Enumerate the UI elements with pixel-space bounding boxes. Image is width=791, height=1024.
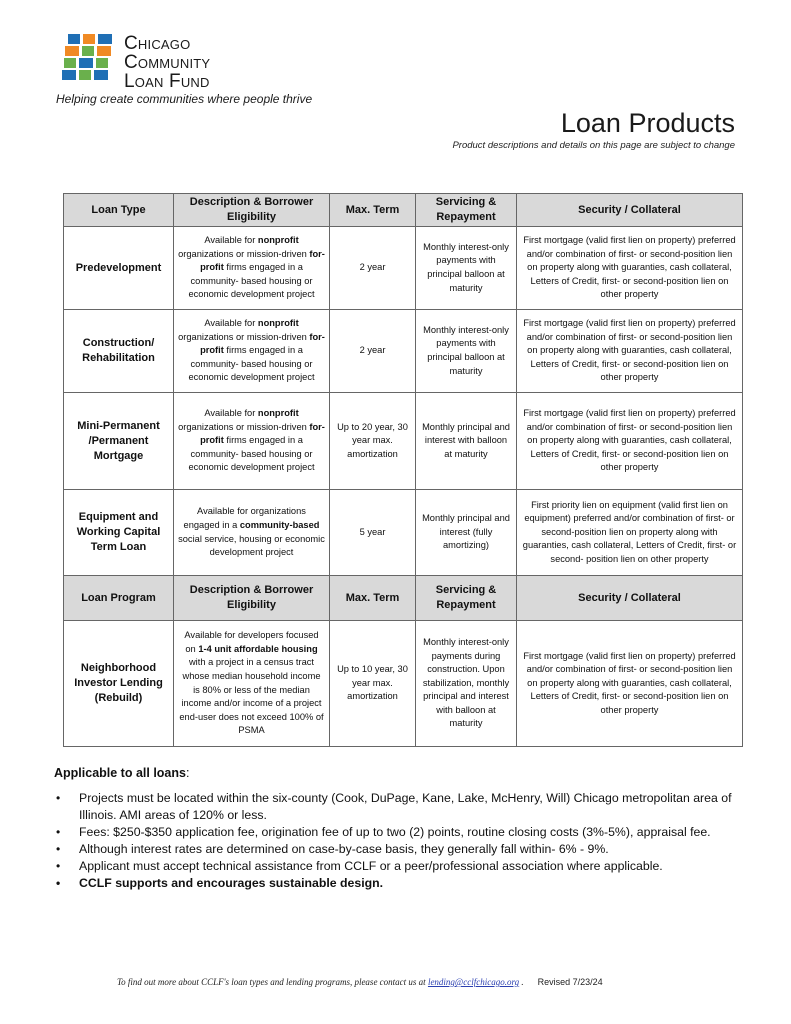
loan-servicing: Monthly principal and interest (fully amortizing) xyxy=(416,490,517,576)
loan-servicing: Monthly interest-only payments with principal balloon at maturity xyxy=(416,227,517,310)
loan-security: First mortgage (valid first lien on property) preferred and/or combination of first- or second-position lien on property along with guaranties, cash collateral, Letters of Credit, first- or second-position lien on other property xyxy=(517,393,743,490)
list-item: • Applicant must accept technical assistance from CCLF or a peer/professional association where applicable. xyxy=(54,858,734,875)
loan-term: 2 year xyxy=(330,227,416,310)
column-header: Loan Program xyxy=(64,576,174,621)
loan-type: Predevelopment xyxy=(64,227,174,310)
logo-tagline: Helping create communities where people thrive xyxy=(56,92,313,106)
loan-description: Available for organizations engaged in a community-based social service, housing or economic development project xyxy=(174,490,330,576)
table-row xyxy=(64,310,743,393)
loan-type: Neighborhood Investor Lending (Rebuild) xyxy=(64,621,174,747)
loan-security: First mortgage (valid first lien on property) preferred and/or combination of first- or second-position lien on property along with guaranties, cash collateral, Letters of Credit, first- or second-position lien on other property xyxy=(517,310,743,393)
loan-servicing: Monthly principal and interest with balloon at maturity xyxy=(416,393,517,490)
applicable-heading: Applicable to all loans: xyxy=(54,766,190,780)
logo-name-line3: Loan Fund xyxy=(124,71,210,92)
loan-security: First mortgage (valid first lien on property) preferred and/or combination of first- or second-position lien on property along with guaranties, cash collateral, Letters of Credit, first- or second-position lien on other property xyxy=(517,621,743,747)
table-row xyxy=(64,490,743,576)
loan-security: First priority lien on equipment (valid first lien on equipment) preferred and/or combination of first- or second-position lien on property along with guaranties, cash collateral, Letters of Credit, first- or second- position lien on other property xyxy=(517,490,743,576)
loan-description: Available for developers focused on 1-4 unit affordable housing with a project in a census tract whose median household income is 80% or less of the median income and/or income of a project end-user does not exceed 100% of PSMA xyxy=(174,621,330,747)
table-row xyxy=(64,621,743,747)
column-header: Servicing & Repayment xyxy=(416,576,517,621)
column-header: Max. Term xyxy=(330,576,416,621)
column-header: Description & Borrower Eligibility xyxy=(174,194,330,227)
column-header: Security / Collateral xyxy=(517,576,743,621)
column-header: Security / Collateral xyxy=(517,194,743,227)
loan-security: First mortgage (valid first lien on property) preferred and/or combination of first- or second-position lien on property along with guaranties, cash collateral, Letters of Credit, first- or second-position lien on other property xyxy=(517,227,743,310)
logo-name-line2: Community xyxy=(124,52,211,73)
loan-servicing: Monthly interest-only payments during construction. Upon stabilization, monthly principal and interest with balloon at maturity xyxy=(416,621,517,747)
program-header-row xyxy=(64,576,743,621)
loan-products-table xyxy=(63,193,743,747)
table-row xyxy=(64,393,743,490)
loan-type: Equipment and Working Capital Term Loan xyxy=(64,490,174,576)
page-title: Loan Products xyxy=(560,108,735,138)
loan-servicing: Monthly interest-only payments with principal balloon at maturity xyxy=(416,310,517,393)
applicable-list xyxy=(54,790,734,892)
loan-term: 2 year xyxy=(330,310,416,393)
list-item: • Projects must be located within the six-county (Cook, DuPage, Kane, Lake, McHenry, Will) Chicago metropolitan area of Illinois. AMI areas of 120% or less. xyxy=(54,790,734,824)
revised-date: Revised 7/23/24 xyxy=(537,977,603,987)
footer-after-email: . xyxy=(519,977,524,987)
column-header: Loan Type xyxy=(64,194,174,227)
logo-name-line1: Chicago xyxy=(124,33,191,54)
contact-email-link[interactable]: lending@cclfchicago.org xyxy=(427,977,520,987)
column-header: Max. Term xyxy=(330,194,416,227)
list-item: • Fees: $250-$350 application fee, origination fee of up to two (2) points, routine closing costs (3%-5%), appraisal fee. xyxy=(54,824,734,841)
loan-term: Up to 20 year, 30 year max. amortization xyxy=(330,393,416,490)
loan-term: 5 year xyxy=(330,490,416,576)
loan-description: Available for nonprofit organizations or mission-driven for-profit firms engaged in a community- based housing or economic development project xyxy=(174,310,330,393)
footer-text: To find out more about CCLF's loan types and lending programs, please contact us at xyxy=(117,977,428,987)
column-header: Description & Borrower Eligibility xyxy=(174,576,330,621)
loan-type: Mini-Permanent /Permanent Mortgage xyxy=(64,393,174,490)
logo-wordmark xyxy=(124,34,210,91)
loan-description: Available for nonprofit organizations or mission-driven for-profit firms engaged in a community- based housing or economic development project xyxy=(174,393,330,490)
loan-type: Construction/ Rehabilitation xyxy=(64,310,174,393)
table-header-row xyxy=(64,194,743,227)
table-row xyxy=(64,227,743,310)
cclf-logo xyxy=(56,30,326,110)
column-header: Servicing & Repayment xyxy=(416,194,517,227)
loan-term: Up to 10 year, 30 year max. amortization xyxy=(330,621,416,747)
footer xyxy=(117,977,603,987)
list-item: • Although interest rates are determined on case-by-case basis, they generally fall within- 6% - 9%. xyxy=(54,841,734,858)
page-subtitle: Product descriptions and details on this page are subject to change xyxy=(452,140,735,151)
list-item: • CCLF supports and encourages sustainable design. xyxy=(54,875,734,892)
cclf-logo-mark-icon xyxy=(62,32,122,84)
loan-description: Available for nonprofit organizations or mission-driven for-profit firms engaged in a community- based housing or economic development project xyxy=(174,227,330,310)
